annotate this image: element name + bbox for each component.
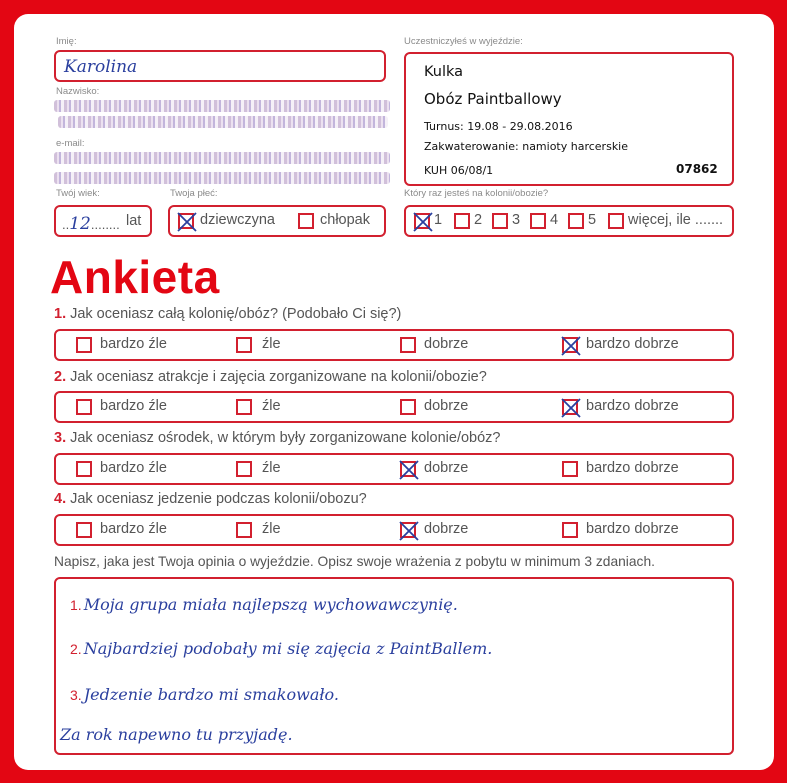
booking-number: 07862 xyxy=(676,162,718,176)
visits-option-3: 3 xyxy=(512,212,521,228)
gender-checkbox-boy[interactable] xyxy=(298,213,314,229)
visits-checkbox-3[interactable] xyxy=(492,213,508,229)
q1-option-bad: źle xyxy=(262,336,281,352)
opinion-line-1: 1. Moja grupa miała najlepszą wychowawczynię. xyxy=(70,595,458,614)
participant-label: Uczestniczyłeś w wyjeździe: xyxy=(404,36,523,47)
q3-checkbox-good[interactable] xyxy=(400,461,416,477)
check-mark-icon xyxy=(560,335,582,357)
q1-checkbox-good[interactable] xyxy=(400,337,416,353)
check-mark-icon xyxy=(560,397,582,419)
company-name: Kulka xyxy=(424,64,464,80)
visits-checkbox-5[interactable] xyxy=(568,213,584,229)
age-dots-before: .. xyxy=(62,217,70,232)
visits-checkbox-1[interactable] xyxy=(414,213,430,229)
lodging-value: namioty harcerskie xyxy=(522,140,629,153)
question-4: 4. Jak oceniasz jedzenie podczas kolonii/obozu? xyxy=(54,491,367,507)
gender-field xyxy=(168,205,386,237)
last-name-label: Nazwisko: xyxy=(56,86,100,97)
q3-option-good: dobrze xyxy=(424,460,469,476)
check-mark-icon xyxy=(412,211,434,233)
q1-checkbox-very-bad[interactable] xyxy=(76,337,92,353)
check-mark-icon xyxy=(398,520,420,542)
question-2: 2. Jak oceniasz atrakcje i zajęcia zorganizowane na kolonii/obozie? xyxy=(54,369,487,385)
lodging-label: Zakwaterowanie: xyxy=(424,140,519,153)
q2-checkbox-good[interactable] xyxy=(400,399,416,415)
age-label: Twój wiek: xyxy=(56,188,100,199)
visits-checkbox-2[interactable] xyxy=(454,213,470,229)
q3-checkbox-very-good[interactable] xyxy=(562,461,578,477)
age-value: 12 xyxy=(69,214,91,234)
q2-option-good: dobrze xyxy=(424,398,469,414)
q4-option-very-good: bardzo dobrze xyxy=(586,521,679,537)
participant-box xyxy=(404,52,734,186)
redacted-email-2 xyxy=(54,172,390,184)
opinion-textarea[interactable] xyxy=(54,577,734,755)
age-unit: lat xyxy=(126,213,142,229)
q4-checkbox-good[interactable] xyxy=(400,522,416,538)
q2-option-very-bad: bardzo źle xyxy=(100,398,167,414)
q2-checkbox-bad[interactable] xyxy=(236,399,252,415)
question-1-options xyxy=(54,329,734,361)
survey-title: Ankieta xyxy=(50,251,220,303)
question-3: 3. Jak oceniasz ośrodek, w którym były zorganizowane kolonie/obóz? xyxy=(54,430,501,446)
redacted-email xyxy=(54,152,390,164)
gender-checkbox-girl[interactable] xyxy=(178,213,194,229)
q4-checkbox-very-bad[interactable] xyxy=(76,522,92,538)
gender-label: Twoja płeć: xyxy=(170,188,218,199)
q2-checkbox-very-good[interactable] xyxy=(562,399,578,415)
visits-option-2: 2 xyxy=(474,212,483,228)
check-mark-icon xyxy=(176,211,198,233)
question-1: 1. Jak oceniasz całą kolonię/obóz? (Podobało Ci się?) xyxy=(54,306,402,322)
visits-checkbox-more[interactable] xyxy=(608,213,624,229)
q1-option-very-good: bardzo dobrze xyxy=(586,336,679,352)
booking-code: KUH 06/08/1 xyxy=(424,164,494,177)
q4-checkbox-bad[interactable] xyxy=(236,522,252,538)
opinion-line-3: 3. Jedzenie bardzo mi smakowało. xyxy=(70,685,339,704)
turnus-label: Turnus: xyxy=(424,120,464,133)
visits-field xyxy=(404,205,734,237)
visits-option-more: więcej, ile ....... xyxy=(628,212,724,228)
first-name-value: Karolina xyxy=(64,57,138,77)
q3-checkbox-bad[interactable] xyxy=(236,461,252,477)
visits-label: Który raz jesteś na kolonii/obozie? xyxy=(404,188,549,199)
q4-option-very-bad: bardzo źle xyxy=(100,521,167,537)
question-4-options xyxy=(54,514,734,546)
question-2-options xyxy=(54,391,734,423)
q3-option-very-bad: bardzo źle xyxy=(100,460,167,476)
opinion-line-2: 2. Najbardziej podobały mi się zajęcia z PaintBallem. xyxy=(70,639,493,658)
gender-option-girl: dziewczyna xyxy=(200,212,275,228)
opinion-prompt: Napisz, jaka jest Twoja opinia o wyjeździe. Opisz swoje wrażenia z pobytu w minimum 3 zdaniach. xyxy=(54,554,655,569)
first-name-field[interactable] xyxy=(54,50,386,82)
question-3-options xyxy=(54,453,734,485)
q3-option-bad: źle xyxy=(262,460,281,476)
visits-checkbox-4[interactable] xyxy=(530,213,546,229)
q1-checkbox-very-good[interactable] xyxy=(562,337,578,353)
survey-form xyxy=(14,14,774,770)
q3-option-very-good: bardzo dobrze xyxy=(586,460,679,476)
visits-option-5: 5 xyxy=(588,212,597,228)
q2-checkbox-very-bad[interactable] xyxy=(76,399,92,415)
camp-name: Obóz Paintballowy xyxy=(424,90,562,108)
first-name-label: Imię: xyxy=(56,36,77,47)
q1-option-good: dobrze xyxy=(424,336,469,352)
visits-option-4: 4 xyxy=(550,212,559,228)
q4-checkbox-very-good[interactable] xyxy=(562,522,578,538)
email-label: e-mail: xyxy=(56,138,85,149)
q2-option-very-good: bardzo dobrze xyxy=(586,398,679,414)
age-dots-after: ........ xyxy=(90,217,120,232)
q4-option-bad: źle xyxy=(262,521,281,537)
q4-option-good: dobrze xyxy=(424,521,469,537)
opinion-line-4: Za rok napewno tu przyjadę. xyxy=(60,725,293,744)
check-mark-icon xyxy=(398,459,420,481)
redacted-last-name xyxy=(54,100,390,112)
q1-option-very-bad: bardzo źle xyxy=(100,336,167,352)
q1-checkbox-bad[interactable] xyxy=(236,337,252,353)
age-field[interactable] xyxy=(54,205,152,237)
turnus-value: 19.08 - 29.08.2016 xyxy=(467,120,573,133)
redacted-last-name-2 xyxy=(58,116,388,128)
q2-option-bad: źle xyxy=(262,398,281,414)
q3-checkbox-very-bad[interactable] xyxy=(76,461,92,477)
gender-option-boy: chłopak xyxy=(320,212,370,228)
visits-option-1: 1 xyxy=(434,212,443,228)
